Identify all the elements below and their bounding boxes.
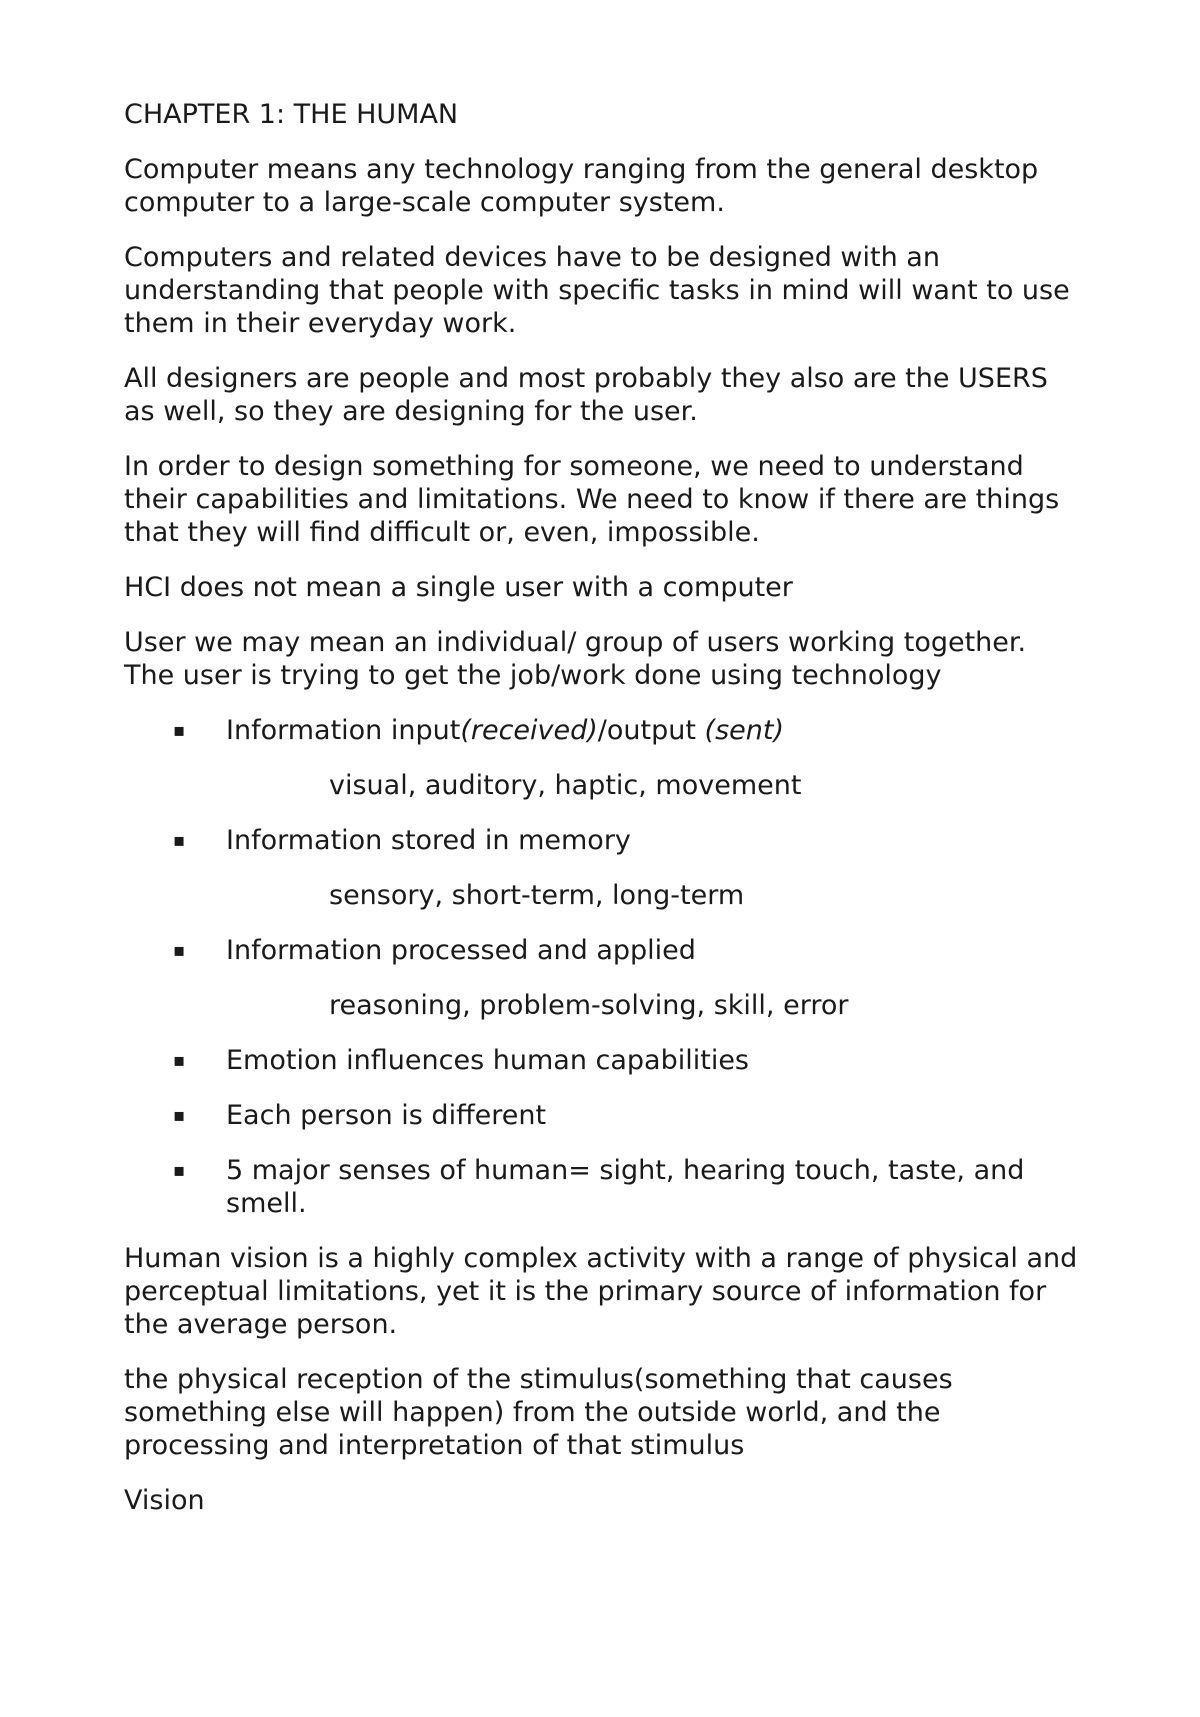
paragraph-hci-definition: HCI does not mean a single user with a computer xyxy=(124,572,793,603)
bullet-marker: ▪ xyxy=(173,830,186,851)
list-item xyxy=(124,824,1084,857)
list-item xyxy=(124,1154,1084,1220)
paragraph-designers-users: All designers are people and most probably they also are the USERS as well, so they are designing for the user. xyxy=(124,363,1048,427)
bullet-list xyxy=(124,714,1084,1220)
bullet-text: Information processed and applied xyxy=(226,935,696,966)
bullet-marker: ▪ xyxy=(173,720,186,741)
chapter-title: CHAPTER 1: THE HUMAN xyxy=(124,99,459,130)
list-item xyxy=(124,1099,1084,1132)
sub-item-memory-types: sensory, short-term, long-term xyxy=(329,880,745,911)
bullet-marker: ▪ xyxy=(173,1050,186,1071)
bullet-marker: ▪ xyxy=(173,940,186,961)
paragraph-human-vision: Human vision is a highly complex activity with a range of physical and perceptual limitations, yet it is the primary source of information for the average person. xyxy=(124,1243,1078,1340)
bullet-text: Information input(received)/output (sent) xyxy=(226,715,784,746)
bullet-text: Emotion influences human capabilities xyxy=(226,1045,749,1076)
paragraph-capabilities: In order to design something for someone, we need to understand their capabilities and limitations. We need to know if there are things that they will find difficult or, even, impossible. xyxy=(124,451,1060,548)
document-page xyxy=(124,98,1084,1539)
paragraph-stimulus: the physical reception of the stimulus(something that causes something else will happen) from the outside world, and the processing and interpretation of that stimulus xyxy=(124,1364,953,1461)
bullet-text: Each person is different xyxy=(226,1100,547,1131)
paragraph-user-definition: User we may mean an individual/ group of users working together. The user is trying to get the job/work done using technology xyxy=(124,627,1027,691)
bullet-marker: ▪ xyxy=(173,1160,186,1181)
bullet-text: Information stored in memory xyxy=(226,825,631,856)
paragraph-design-understanding: Computers and related devices have to be designed with an understanding that people with specific tasks in mind will want to use them in their everyday work. xyxy=(124,242,1070,339)
section-heading-vision: Vision xyxy=(124,1485,205,1516)
list-item xyxy=(124,714,1084,747)
bullet-marker: ▪ xyxy=(173,1105,186,1126)
list-item xyxy=(124,1044,1084,1077)
list-item xyxy=(124,934,1084,967)
bullet-text: 5 major senses of human= sight, hearing touch, taste, and smell. xyxy=(226,1155,1025,1219)
sub-item-processing-types: reasoning, problem-solving, skill, error xyxy=(329,990,849,1021)
paragraph-computer-definition: Computer means any technology ranging from the general desktop computer to a large-scale computer system. xyxy=(124,154,1039,218)
sub-item-input-types: visual, auditory, haptic, movement xyxy=(329,770,802,801)
